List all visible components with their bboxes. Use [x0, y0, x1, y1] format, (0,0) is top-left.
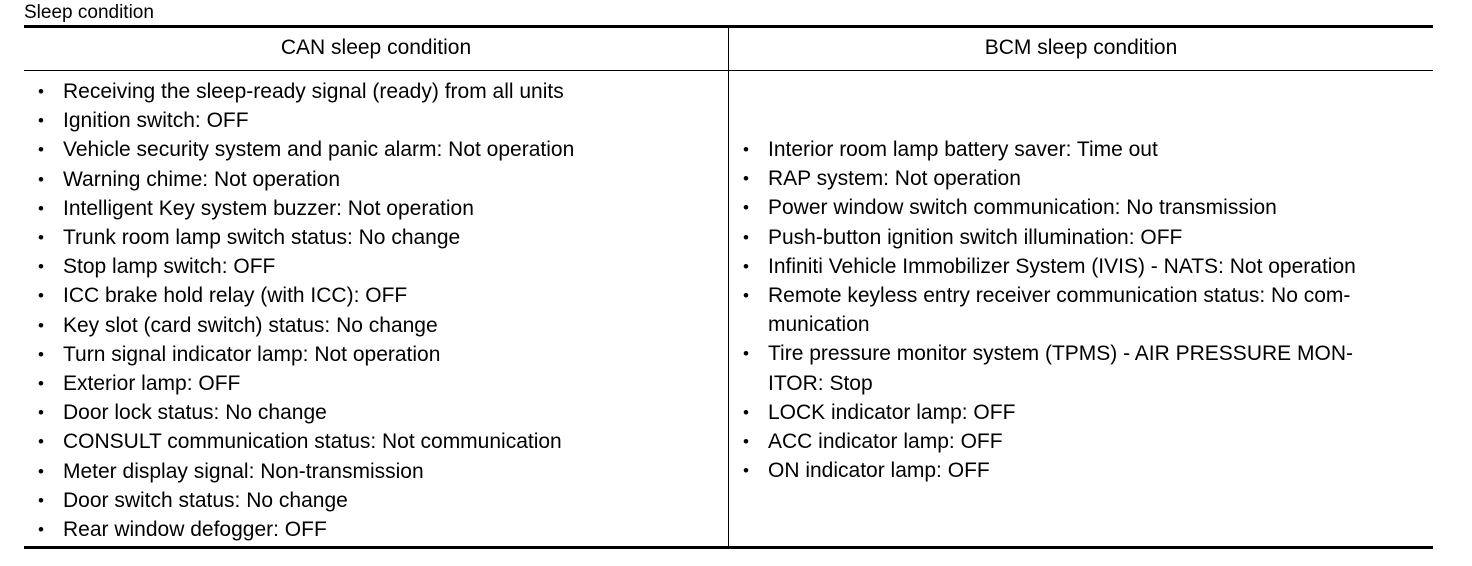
bullet-icon: • — [743, 344, 749, 364]
bcm-condition-item — [743, 135, 1427, 164]
can-condition-item — [38, 252, 718, 281]
bullet-icon: • — [38, 520, 44, 540]
can-condition-text: Door switch status: No change — [63, 488, 348, 512]
bullet-icon: • — [38, 198, 44, 218]
header-can-sleep-condition: CAN sleep condition — [280, 36, 472, 59]
can-condition-text: Meter display signal: Non-transmission — [63, 459, 424, 483]
bullet-icon: • — [38, 374, 44, 394]
can-condition-item — [38, 486, 718, 515]
bcm-condition-item — [743, 427, 1427, 456]
can-condition-text: Intelligent Key system buzzer: Not operation — [63, 196, 474, 220]
bcm-condition-text: LOCK indicator lamp: OFF — [768, 400, 1016, 424]
bcm-condition-text: munication — [768, 313, 870, 337]
can-condition-text: ICC brake hold relay (with ICC): OFF — [63, 284, 408, 308]
bullet-icon: • — [743, 169, 749, 189]
bcm-sleep-condition-list — [743, 135, 1427, 485]
bullet-icon: • — [38, 344, 44, 364]
bullet-icon: • — [38, 403, 44, 423]
bcm-condition-item — [743, 252, 1427, 281]
bullet-icon: • — [38, 111, 44, 131]
can-condition-item — [38, 165, 718, 194]
bullet-icon: • — [743, 256, 749, 276]
can-condition-text: Rear window defogger: OFF — [63, 518, 327, 542]
can-condition-item — [38, 194, 718, 223]
can-condition-text: Vehicle security system and panic alarm: Not operation — [63, 138, 575, 162]
bullet-icon: • — [38, 286, 44, 306]
bullet-icon: • — [38, 490, 44, 510]
can-condition-text: Turn signal indicator lamp: Not operation — [63, 342, 441, 366]
bullet-icon: • — [38, 461, 44, 481]
bullet-icon: • — [38, 82, 44, 101]
can-condition-item — [38, 369, 718, 398]
bcm-condition-item — [743, 339, 1427, 397]
column-divider — [728, 28, 729, 546]
bullet-icon: • — [38, 169, 44, 189]
bullet-icon: • — [38, 228, 44, 248]
bcm-condition-item — [743, 193, 1427, 222]
bcm-condition-text: ACC indicator lamp: OFF — [768, 430, 1003, 454]
can-condition-text: Exterior lamp: OFF — [63, 372, 241, 396]
sleep-condition-table — [24, 25, 1433, 549]
bullet-icon: • — [743, 198, 749, 218]
header-bcm-sleep-condition: BCM sleep condition — [984, 36, 1178, 59]
bullet-icon: • — [743, 286, 749, 306]
can-condition-text: Door lock status: No change — [63, 401, 327, 425]
can-condition-text: Receiving the sleep-ready signal (ready) from all units — [63, 80, 564, 103]
can-condition-text: Trunk room lamp switch status: No change — [63, 226, 461, 250]
can-condition-item — [38, 515, 718, 544]
bcm-condition-text: Tire pressure monitor system (TPMS) - AIR PRESSURE MON- — [768, 342, 1353, 366]
can-condition-item — [38, 223, 718, 252]
bcm-condition-text: Interior room lamp battery saver: Time out — [768, 138, 1158, 161]
bcm-condition-item — [743, 398, 1427, 427]
bullet-icon: • — [38, 140, 44, 160]
bcm-condition-text: RAP system: Not operation — [768, 167, 1021, 191]
bullet-icon: • — [743, 432, 749, 452]
can-condition-text: CONSULT communication status: Not communication — [63, 430, 562, 454]
bullet-icon: • — [38, 257, 44, 277]
bullet-icon: • — [38, 432, 44, 452]
can-condition-item — [38, 135, 718, 164]
bcm-condition-text: Power window switch communication: No transmission — [768, 196, 1277, 220]
bullet-icon: • — [38, 315, 44, 335]
can-condition-item — [38, 398, 718, 427]
can-condition-item — [38, 106, 718, 135]
bullet-icon: • — [743, 140, 749, 159]
can-condition-item — [38, 77, 718, 106]
can-condition-item — [38, 281, 718, 310]
bcm-condition-item — [743, 223, 1427, 252]
can-condition-item — [38, 340, 718, 369]
bcm-condition-item — [743, 456, 1427, 485]
can-condition-text: Warning chime: Not operation — [63, 167, 341, 191]
can-condition-item — [38, 457, 718, 486]
bullet-icon: • — [743, 402, 749, 422]
bcm-condition-item — [743, 164, 1427, 193]
bcm-condition-item — [743, 281, 1427, 339]
can-condition-text: Stop lamp switch: OFF — [63, 255, 276, 279]
bcm-condition-text: Infiniti Vehicle Immobilizer System (IVIS) - NATS: Not operation — [768, 254, 1356, 278]
can-condition-text: Ignition switch: OFF — [63, 109, 249, 133]
bcm-condition-text: Remote keyless entry receiver communication status: No com- — [768, 284, 1351, 308]
bcm-condition-text: ITOR: Stop — [768, 371, 873, 395]
can-condition-item — [38, 427, 718, 456]
bcm-condition-text: ON indicator lamp: OFF — [768, 459, 990, 483]
can-condition-item — [38, 311, 718, 340]
can-condition-text: Key slot (card switch) status: No change — [63, 313, 438, 337]
bullet-icon: • — [743, 461, 749, 481]
can-sleep-condition-list — [38, 77, 718, 544]
bullet-icon: • — [743, 227, 749, 247]
bcm-condition-text: Push-button ignition switch illumination: OFF — [768, 225, 1183, 249]
table-caption: Sleep condition — [24, 2, 154, 23]
